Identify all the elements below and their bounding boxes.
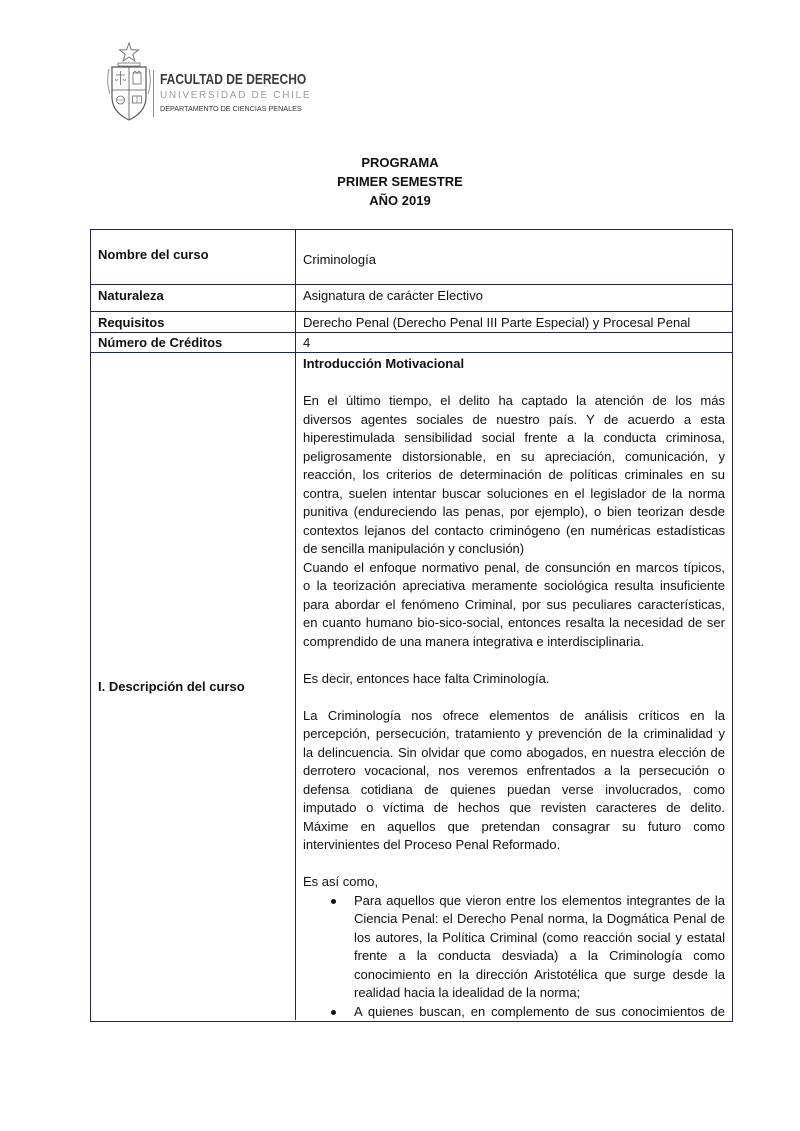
bullet-line: frente a la conducta desviada) a la Criminología como [354,948,725,963]
logo-divider [153,70,154,117]
row-label-cell: Requisitos [91,312,296,332]
paragraph-line: reacción, los criterios de determinación de políticas criminales en su [303,467,725,482]
bullet-line: Ciencia Penal: el Derecho Penal norma, la Dogmática Penal de [354,911,725,926]
paragraph-line: percepción, persecución, tratamiento y prevención de la criminalidad y [303,726,725,741]
university-crest-icon [106,42,152,122]
bullet-line: los autores, la Política Criminal (como reacción social y estatal [354,929,725,945]
row-label-cell: Nombre del curso [91,230,296,284]
paragraph-line: hiperestimulada sensibilidad social frente a la conducta criminosa, [303,430,725,445]
paragraph-line: intervinientes del Proceso Penal Reformado. [303,837,561,852]
row-value-cell: 4 [303,335,311,350]
paragraph-line: la delincuencia. Sin olvidar que como abogados, en nuestra elección de [303,744,725,760]
paragraph-line: comprendido de una manera integrativa e interdisciplinaria. [303,633,645,649]
paragraph-line: Cuando el enfoque normativo penal, de consunción en marcos típicos, [303,559,725,575]
row-value-cell: Asignatura de carácter Electivo [303,287,483,303]
table-row-description [91,353,732,1020]
blank-line [303,688,725,707]
paragraph-line: En el último tiempo, el delito ha captado la atención de los más [303,393,725,408]
blank-line [303,651,725,670]
title-line: PRIMER SEMESTRE [337,174,463,189]
row-value-cell: Criminología [303,252,376,267]
bullet-item [303,1003,732,1021]
logo-university-name: UNIVERSIDAD DE CHILE [160,90,312,101]
title-line: AÑO 2019 [369,193,431,208]
paragraph-line: contextos lejanos del contacto criminógeno (en numéricas estadísticas [303,522,725,538]
paragraph-line: La Criminología nos ofrece elementos de análisis críticos en la [303,707,725,723]
paragraph-line: de sencilla manipulación y conclusión) [303,541,525,556]
blank-line [303,855,725,874]
bullet-line: realidad hacia la idealidad de la norma; [354,985,581,1000]
description-body [296,353,732,1020]
paragraph-line: defensa cotidiana de quienes puedan verse involucrados, como [303,781,725,797]
logo-faculty-name: FACULTAD DE DERECHO [160,71,307,88]
bullet-line: conocimiento en la dirección Aristotélica que surge desde la [354,966,725,982]
title-line: PROGRAMA [361,155,439,170]
blank-line [303,374,725,393]
course-table [90,229,733,1022]
crest-star [119,43,138,61]
paragraph-line: para abordar el fenómeno Criminal, por sus peculiares características, [303,596,725,612]
row-label-cell: I. Descripción del curso [91,353,296,1020]
paragraph-line: punitiva (endureciendo las penas, por ejemplo), o bien teorizan desde [303,504,725,519]
paragraph-line: peligrosamente distorsionable, en su apreciación, comunicación, y [303,448,725,464]
bullet-item [303,892,732,1003]
logo-department-name: DEPARTAMENTO DE CIENCIAS PENALES [160,104,302,113]
table-row [91,312,732,333]
row-value-cell: Derecho Penal (Derecho Penal III Parte Especial) y Procesal Penal [303,314,691,330]
paragraph-line: diversos agentes sociales de nuestro país. Y de acuerdo a esta [303,411,725,427]
paragraph-line: derrotero vocacional, nos veremos enfrentados a la persecución o [303,763,725,778]
paragraph-line: o la teorización apreciativa meramente sociológica resulta insuficiente [303,578,725,593]
paragraph-line: contra, suelen intentar buscar soluciones en el legislador de la norma [303,485,725,501]
bullet-icon [331,1010,336,1015]
bullet-icon [331,899,336,904]
row-label-cell: Número de Créditos [91,333,296,352]
section-heading: Introducción Motivacional [303,356,465,371]
paragraph-line: Es decir, entonces hace falta Criminología. [303,670,550,686]
bullet-line: A quienes buscan, en complemento de sus conocimientos de [354,1003,725,1019]
paragraph-line: Es así como, [303,874,379,889]
table-row [91,230,732,285]
table-row [91,285,732,312]
bullet-line: Para aquellos que vieron entre los elementos integrantes de la [354,892,725,908]
crest-band [118,63,140,66]
paragraph-line: imputado o víctima de hechos que revisten caracteres de delito. [303,800,725,815]
paragraph-line: Máxime en aquellos que pretendan consagrar su futuro como [303,818,725,834]
table-row [91,333,732,353]
document-title [0,153,800,210]
row-label-cell: Naturaleza [91,285,296,311]
paragraph-line: en cuanto humano bio-sico-social, entonces resalta la necesidad de ser [303,615,725,630]
